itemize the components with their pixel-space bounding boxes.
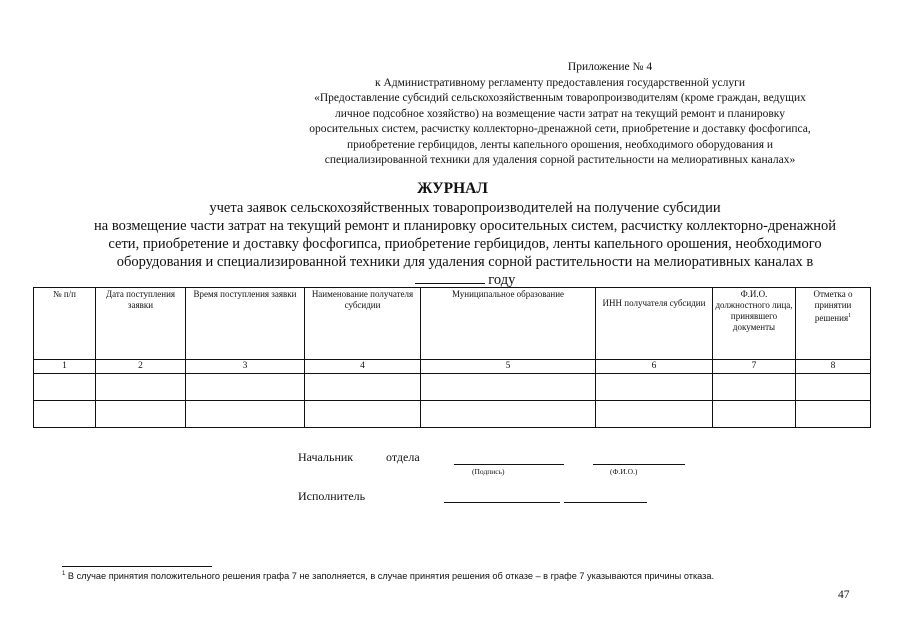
table-cell[interactable] [186,401,305,428]
table-cell[interactable] [305,374,421,401]
table-cell[interactable] [421,374,596,401]
column-number: 4 [305,360,421,374]
journal-table [33,287,871,428]
column-number-row [34,360,871,374]
executor-label: Исполнитель [298,489,366,503]
header-cell: Ф.И.О. должностного лица, принявшего документы [713,288,796,360]
name-hint: (Ф.И.О.) [610,467,638,476]
appendix-line: к Административному регламенту предоставления государственной услуги [374,76,745,89]
column-number: 5 [421,360,596,374]
table-cell[interactable] [421,401,596,428]
appendix-line: приобретение гербицидов, ленты капельного орошения, необходимого оборудования и [346,138,774,151]
table-cell[interactable] [596,401,713,428]
subtitle-line: на возмещение части затрат на текущий ремонт и планировку оросительных систем, расчистку коллекторно-дренажной [94,218,836,234]
table-cell[interactable] [34,401,96,428]
table-cell[interactable] [713,401,796,428]
header-cell: Время поступления заявки [186,288,305,360]
header-cell: Дата поступления заявки [96,288,186,360]
header-cell: Муниципальное образование [421,288,596,360]
subtitle-line: сети, приобретение и доставку фосфогипса, приобретение гербицидов, ленты капельного орошения, необходимого [108,236,822,252]
page-number: 47 [838,589,850,601]
department-label: отдела [386,450,420,464]
column-number: 2 [96,360,186,374]
table-cell[interactable] [796,374,871,401]
signature-line[interactable] [454,464,564,465]
subtitle-line: оборудования и специализированной техники для удаления сорной растительности на мелиоративных каналах в [116,254,814,270]
executor-name-line[interactable] [564,502,647,503]
table-cell[interactable] [796,401,871,428]
table-cell[interactable] [596,374,713,401]
footnote-ref: 1 [848,313,852,319]
column-number: 8 [796,360,871,374]
table-row [34,401,871,428]
table-cell[interactable] [96,401,186,428]
header-cell: № п/п [34,288,96,360]
table-cell[interactable] [186,374,305,401]
appendix-header [260,60,860,169]
journal-title: ЖУРНАЛ [417,180,488,197]
appendix-line: «Предоставление субсидий сельскохозяйственным товаропроизводителям (кроме граждан, ведущих [314,92,806,104]
table-cell[interactable] [96,374,186,401]
year-suffix: году [488,272,516,288]
header-cell [796,288,871,360]
column-number: 7 [713,360,796,374]
header-row [34,288,871,360]
footnote-divider [62,566,212,567]
appendix-line: оросительных систем, расчистку коллекторно-дренажной сети, приобретение и доставку фосфогипса, [309,123,811,135]
table-cell[interactable] [713,374,796,401]
table-cell[interactable] [34,374,96,401]
journal-subtitle [55,199,875,289]
table-cell[interactable] [305,401,421,428]
appendix-line: личное подсобное хозяйство) на возмещение части затрат на текущий ремонт и планировку [335,107,785,120]
column-number: 1 [34,360,96,374]
executor-signature-line[interactable] [444,502,560,503]
year-blank[interactable] [415,271,485,284]
column-number: 6 [596,360,713,374]
subtitle-line: учета заявок сельскохозяйственных товаропроизводителей на получение субсидии [209,200,721,216]
header-cell: ИНН получателя субсидии [596,288,713,360]
header-text: Отметка о принятии решения [813,289,853,323]
footnote-marker: 1 [62,571,66,577]
table-row [34,374,871,401]
header-cell: Наименование получателя субсидии [305,288,421,360]
appendix-line: специализированной техники для удаления сорной растительности на мелиоративных каналах» [324,154,796,166]
footnote [62,571,862,581]
name-line[interactable] [593,464,685,465]
column-number: 3 [186,360,305,374]
footnote-text: В случае принятия положительного решения графа 7 не заполняется, в случае принятия решения об отказе – в графе 7 указываются причины отказа. [67,571,715,582]
signature-hint: (Подпись) [472,467,505,476]
head-label: Начальник [298,450,354,464]
appendix-number: Приложение № 4 [567,61,653,73]
